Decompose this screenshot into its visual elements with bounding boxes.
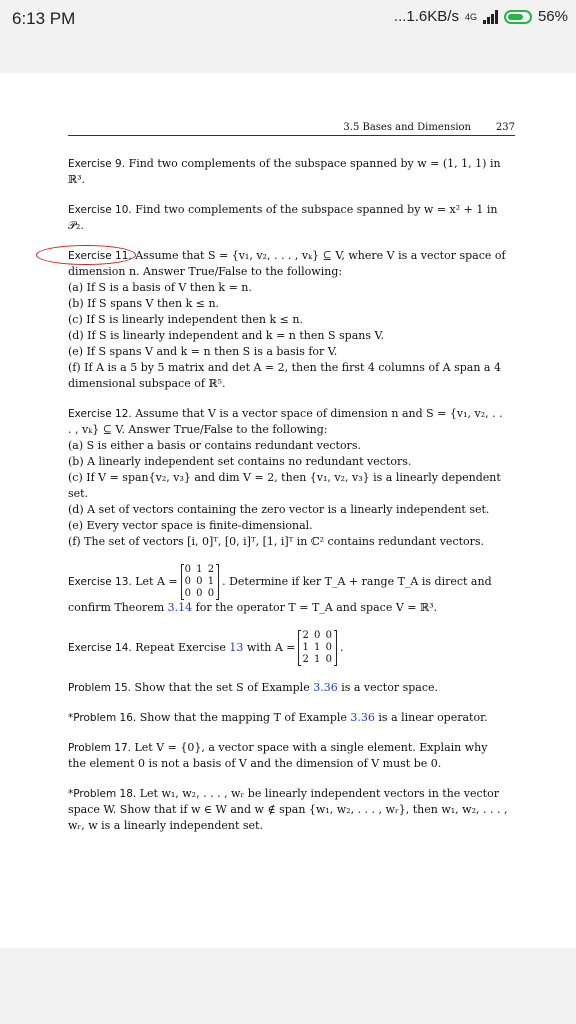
network-speed: ...1.6KB/s <box>393 8 459 25</box>
theorem-link[interactable]: 3.14 <box>167 601 193 614</box>
problem-label: Problem 17. <box>68 742 131 754</box>
matrix-row: 0 1 2 <box>184 564 216 575</box>
exercise-12 <box>68 406 508 550</box>
page-number: 237 <box>495 122 515 133</box>
exercise-14-line <box>68 630 508 666</box>
exercise-link[interactable]: 13 <box>229 641 244 654</box>
list-item: (e) If S spans V and k = n then S is a basis for V. <box>68 345 338 358</box>
list-item: (b) If S spans V then k ≤ n. <box>68 297 220 310</box>
exercise-9 <box>68 156 508 188</box>
list-item: (f) If A is a 5 by 5 matrix and det A = 2, then the first 4 columns of A span a 4 dimensional subspace of ℝ⁵. <box>68 361 501 390</box>
problem-text: Show that the set S of Example <box>134 681 310 694</box>
exercise-11 <box>68 248 508 392</box>
list-item: (a) If S is a basis of V then k = n. <box>68 281 252 294</box>
list-item: (e) Every vector space is finite-dimensional. <box>68 519 313 532</box>
problem-label: *Problem 16. <box>68 712 137 724</box>
matrix-row: 0 0 1 <box>184 576 216 587</box>
matrix-row: 2 1 0 <box>302 654 333 665</box>
exercise-label: Exercise 13. <box>68 576 132 588</box>
list-item: (f) The set of vectors [i, 0]ᵀ, [0, i]ᵀ, [1, i]ᵀ in ℂ² contains redundant vectors. <box>68 535 485 548</box>
list-item: (c) If V = span{v₂, v₃} and dim V = 2, then {v₁, v₂, v₃} is a linearly dependent set. <box>68 471 501 500</box>
problem-text: is a linear operator. <box>378 711 488 724</box>
exercise-label: Exercise 11. <box>68 250 132 262</box>
exercise-13 <box>68 564 508 616</box>
exercise-text: confirm Theorem <box>68 601 165 614</box>
example-link[interactable]: 3.36 <box>313 681 338 694</box>
exercise-label: Exercise 9. <box>68 158 126 170</box>
exercise-text: Assume that S = {v₁, v₂, . . . , vₖ} ⊆ V, where V is a vector space of dimension n. Answer True/False to the following: <box>68 249 506 278</box>
exercise-text: Repeat Exercise <box>135 641 226 654</box>
exercise-text: Assume that V is a vector space of dimension n and S = {v₁, v₂, . . . , vₖ} ⊆ V. Answer True/False to the following: <box>68 407 503 436</box>
exercise-list <box>68 156 508 848</box>
matrix <box>181 564 219 600</box>
viewer-background <box>0 948 576 1024</box>
exercise-text: for the operator T = T_A and space V = ℝ³. <box>195 601 438 614</box>
exercise-label: Exercise 10. <box>68 204 132 216</box>
example-link[interactable]: 3.36 <box>350 711 375 724</box>
status-bar <box>0 0 576 40</box>
problem-16 <box>68 710 508 726</box>
problem-text: Let w₁, w₂, . . . , wᵣ be linearly independent vectors in the vector space W. Show that if w ∈ W and w ∉ span {w₁, w₂, . . . , wᵣ}, then w₁, w₂, . . . , wᵣ, w is a linearly independent set. <box>68 787 508 832</box>
matrix-row: 2 0 0 <box>302 630 333 641</box>
exercise-text: . <box>339 641 344 654</box>
network-type: 4G <box>464 11 477 22</box>
problem-text: Let V = {0}, a vector space with a single element. Explain why the element 0 is not a basis of V and the dimension of V must be 0. <box>68 741 488 770</box>
list-item: (b) A linearly independent set contains no redundant vectors. <box>68 455 412 468</box>
problem-label: *Problem 18. <box>68 788 137 800</box>
exercise-13-line-2 <box>68 600 508 616</box>
exercise-label: Exercise 14. <box>68 642 132 654</box>
exercise-10 <box>68 202 508 234</box>
exercise-text: Find two complements of the subspace spanned by w = (1, 1, 1) in ℝ³. <box>68 157 501 186</box>
section-title: 3.5 Bases and Dimension <box>343 122 471 133</box>
running-head <box>68 122 515 136</box>
problem-17 <box>68 740 508 772</box>
problem-label: Problem 15. <box>68 682 131 694</box>
exercise-text: Find two complements of the subspace spanned by w = x² + 1 in 𝒫₂. <box>68 203 498 232</box>
problem-15 <box>68 680 508 696</box>
signal-icon <box>483 10 498 24</box>
problem-text: Show that the mapping T of Example <box>139 711 347 724</box>
list-item: (d) A set of vectors containing the zero vector is a linearly independent set. <box>68 503 490 516</box>
battery-icon <box>504 10 532 24</box>
matrix-row: 1 1 0 <box>302 642 333 653</box>
exercise-14 <box>68 630 508 666</box>
battery-level: 56% <box>537 8 568 25</box>
list-item: (c) If S is linearly independent then k ≤ n. <box>68 313 303 326</box>
status-indicators <box>394 8 568 25</box>
list-item: (d) If S is linearly independent and k = n then S spans V. <box>68 329 384 342</box>
list-item: (a) S is either a basis or contains redundant vectors. <box>68 439 361 452</box>
red-circle-annotation <box>36 245 136 265</box>
problem-18 <box>68 786 508 834</box>
exercise-text: with A = <box>246 641 296 654</box>
status-time: 6:13 PM <box>12 9 76 28</box>
problem-text: is a vector space. <box>341 681 439 694</box>
exercise-text: . Determine if ker T_A + range T_A is direct and <box>222 575 492 588</box>
matrix-row: 0 0 0 <box>184 588 216 599</box>
matrix <box>298 630 336 666</box>
exercise-label: Exercise 12. <box>68 408 132 420</box>
exercise-text: Let A = <box>135 575 178 588</box>
document-page <box>0 73 576 948</box>
exercise-13-line <box>68 564 508 600</box>
